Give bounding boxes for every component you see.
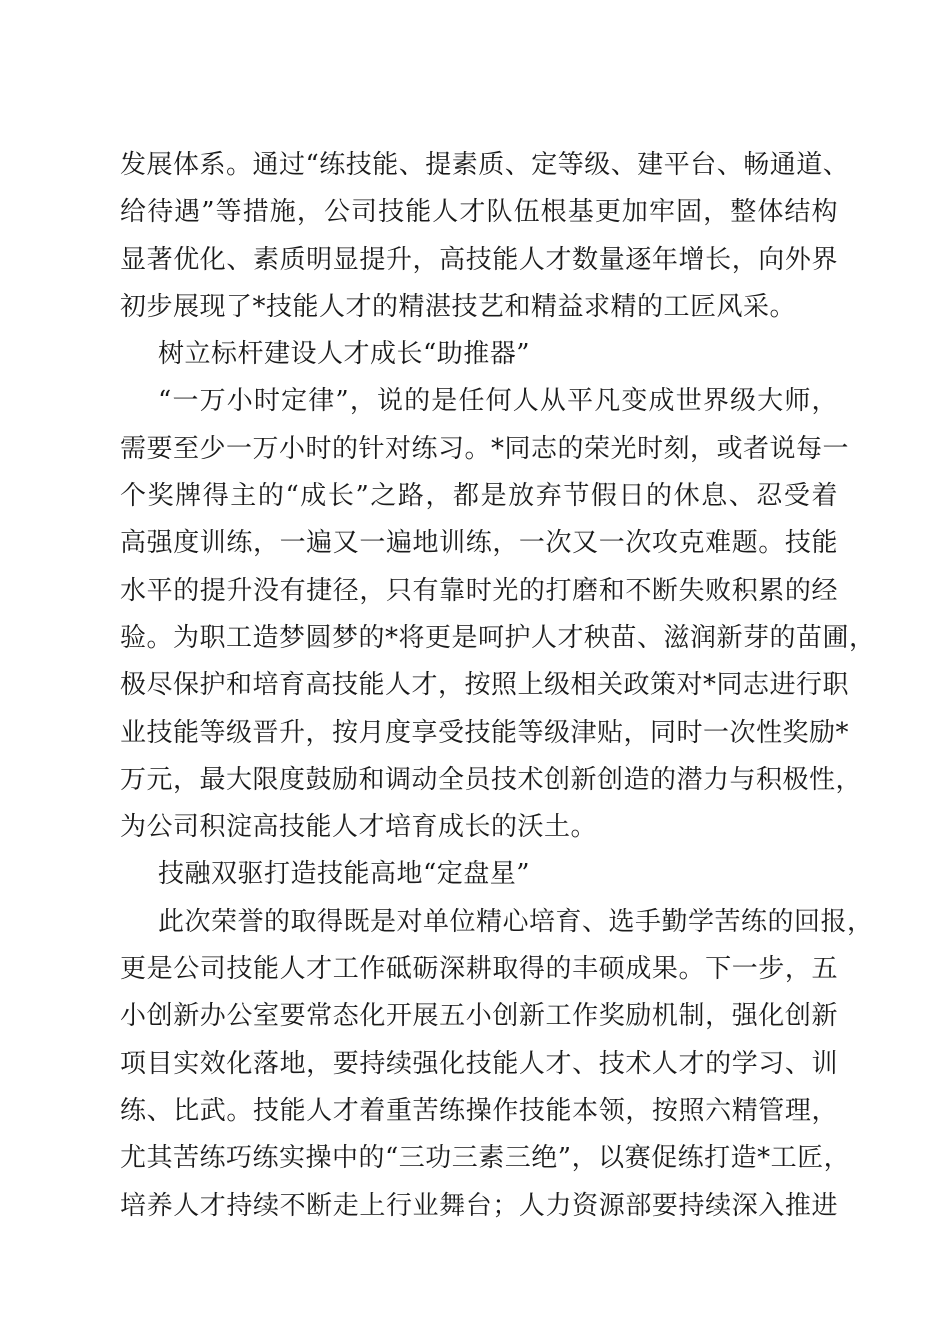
paragraph-line: 培养人才持续不断走上行业舞台；人力资源部要持续深入推进 — [120, 1190, 838, 1221]
paragraph-line: 给待遇”等措施，公司技能人才队伍根基更加牢固，整体结构 — [120, 197, 838, 228]
paragraph-line: 初步展现了*技能人才的精湛技艺和精益求精的工匠风采。 — [120, 291, 797, 322]
paragraph — [120, 378, 876, 851]
paragraph-line: 发展体系。通过“练技能、提素质、定等级、建平台、畅通道、 — [120, 150, 850, 180]
paragraph-line: 需要至少一万小时的针对练习。*同志的荣光时刻，或者说每一 — [120, 433, 850, 464]
paragraph-line: 项目实效化落地，要持续强化技能人才、技术人才的学习、训 — [120, 1048, 838, 1079]
paragraph-line: 万元，最大限度鼓励和调动全员技术创新创造的潜力与积极性， — [120, 764, 863, 795]
section-heading: 技融双驱打造技能高地“定盘星” — [158, 859, 531, 890]
paragraph-line: “一万小时定律”，说的是任何人从平凡变成世界级大师， — [158, 386, 838, 417]
paragraph-line: 验。为职工造梦圆梦的*将更是呵护人才秧苗、滋润新芽的苗圃， — [120, 622, 876, 653]
paragraph-line: 尤其苦练巧练实操中的“三功三素三绝”，以赛促练打造*工匠， — [120, 1143, 851, 1174]
paragraph — [120, 899, 874, 1230]
paragraph-line: 个奖牌得主的“成长”之路，都是放弃节假日的休息、忍受着 — [120, 481, 838, 512]
paragraph-line: 极尽保护和培育高技能人才，按照上级相关政策对*同志进行职 — [120, 670, 850, 701]
document-body — [120, 142, 876, 1230]
paragraph-line: 为公司积淀高技能人才培育成长的沃土。 — [120, 812, 598, 843]
paragraph-line: 显著优化、素质明显提升，高技能人才数量逐年增长，向外界 — [120, 244, 838, 275]
paragraph-line: 练、比武。技能人才着重苦练操作技能本领，按照六精管理， — [120, 1095, 838, 1126]
paragraph — [120, 142, 850, 331]
paragraph-line: 此次荣誉的取得既是对单位精心培育、选手勤学苦练的回报， — [158, 906, 874, 937]
paragraph-line: 高强度训练，一遍又一遍地训练，一次又一次攻克难题。技能 — [120, 528, 838, 559]
paragraph-line: 业技能等级晋升，按月度享受技能等级津贴，同时一次性奖励* — [120, 717, 850, 748]
paragraph-line: 水平的提升没有捷径，只有靠时光的打磨和不断失败积累的经 — [120, 575, 838, 606]
section-heading: 树立标杆建设人才成长“助推器” — [158, 339, 531, 370]
paragraph-line: 小创新办公室要常态化开展五小创新工作奖励机制，强化创新 — [120, 1001, 838, 1032]
paragraph-line: 更是公司技能人才工作砥砺深耕取得的丰硕成果。下一步，五 — [120, 954, 838, 985]
